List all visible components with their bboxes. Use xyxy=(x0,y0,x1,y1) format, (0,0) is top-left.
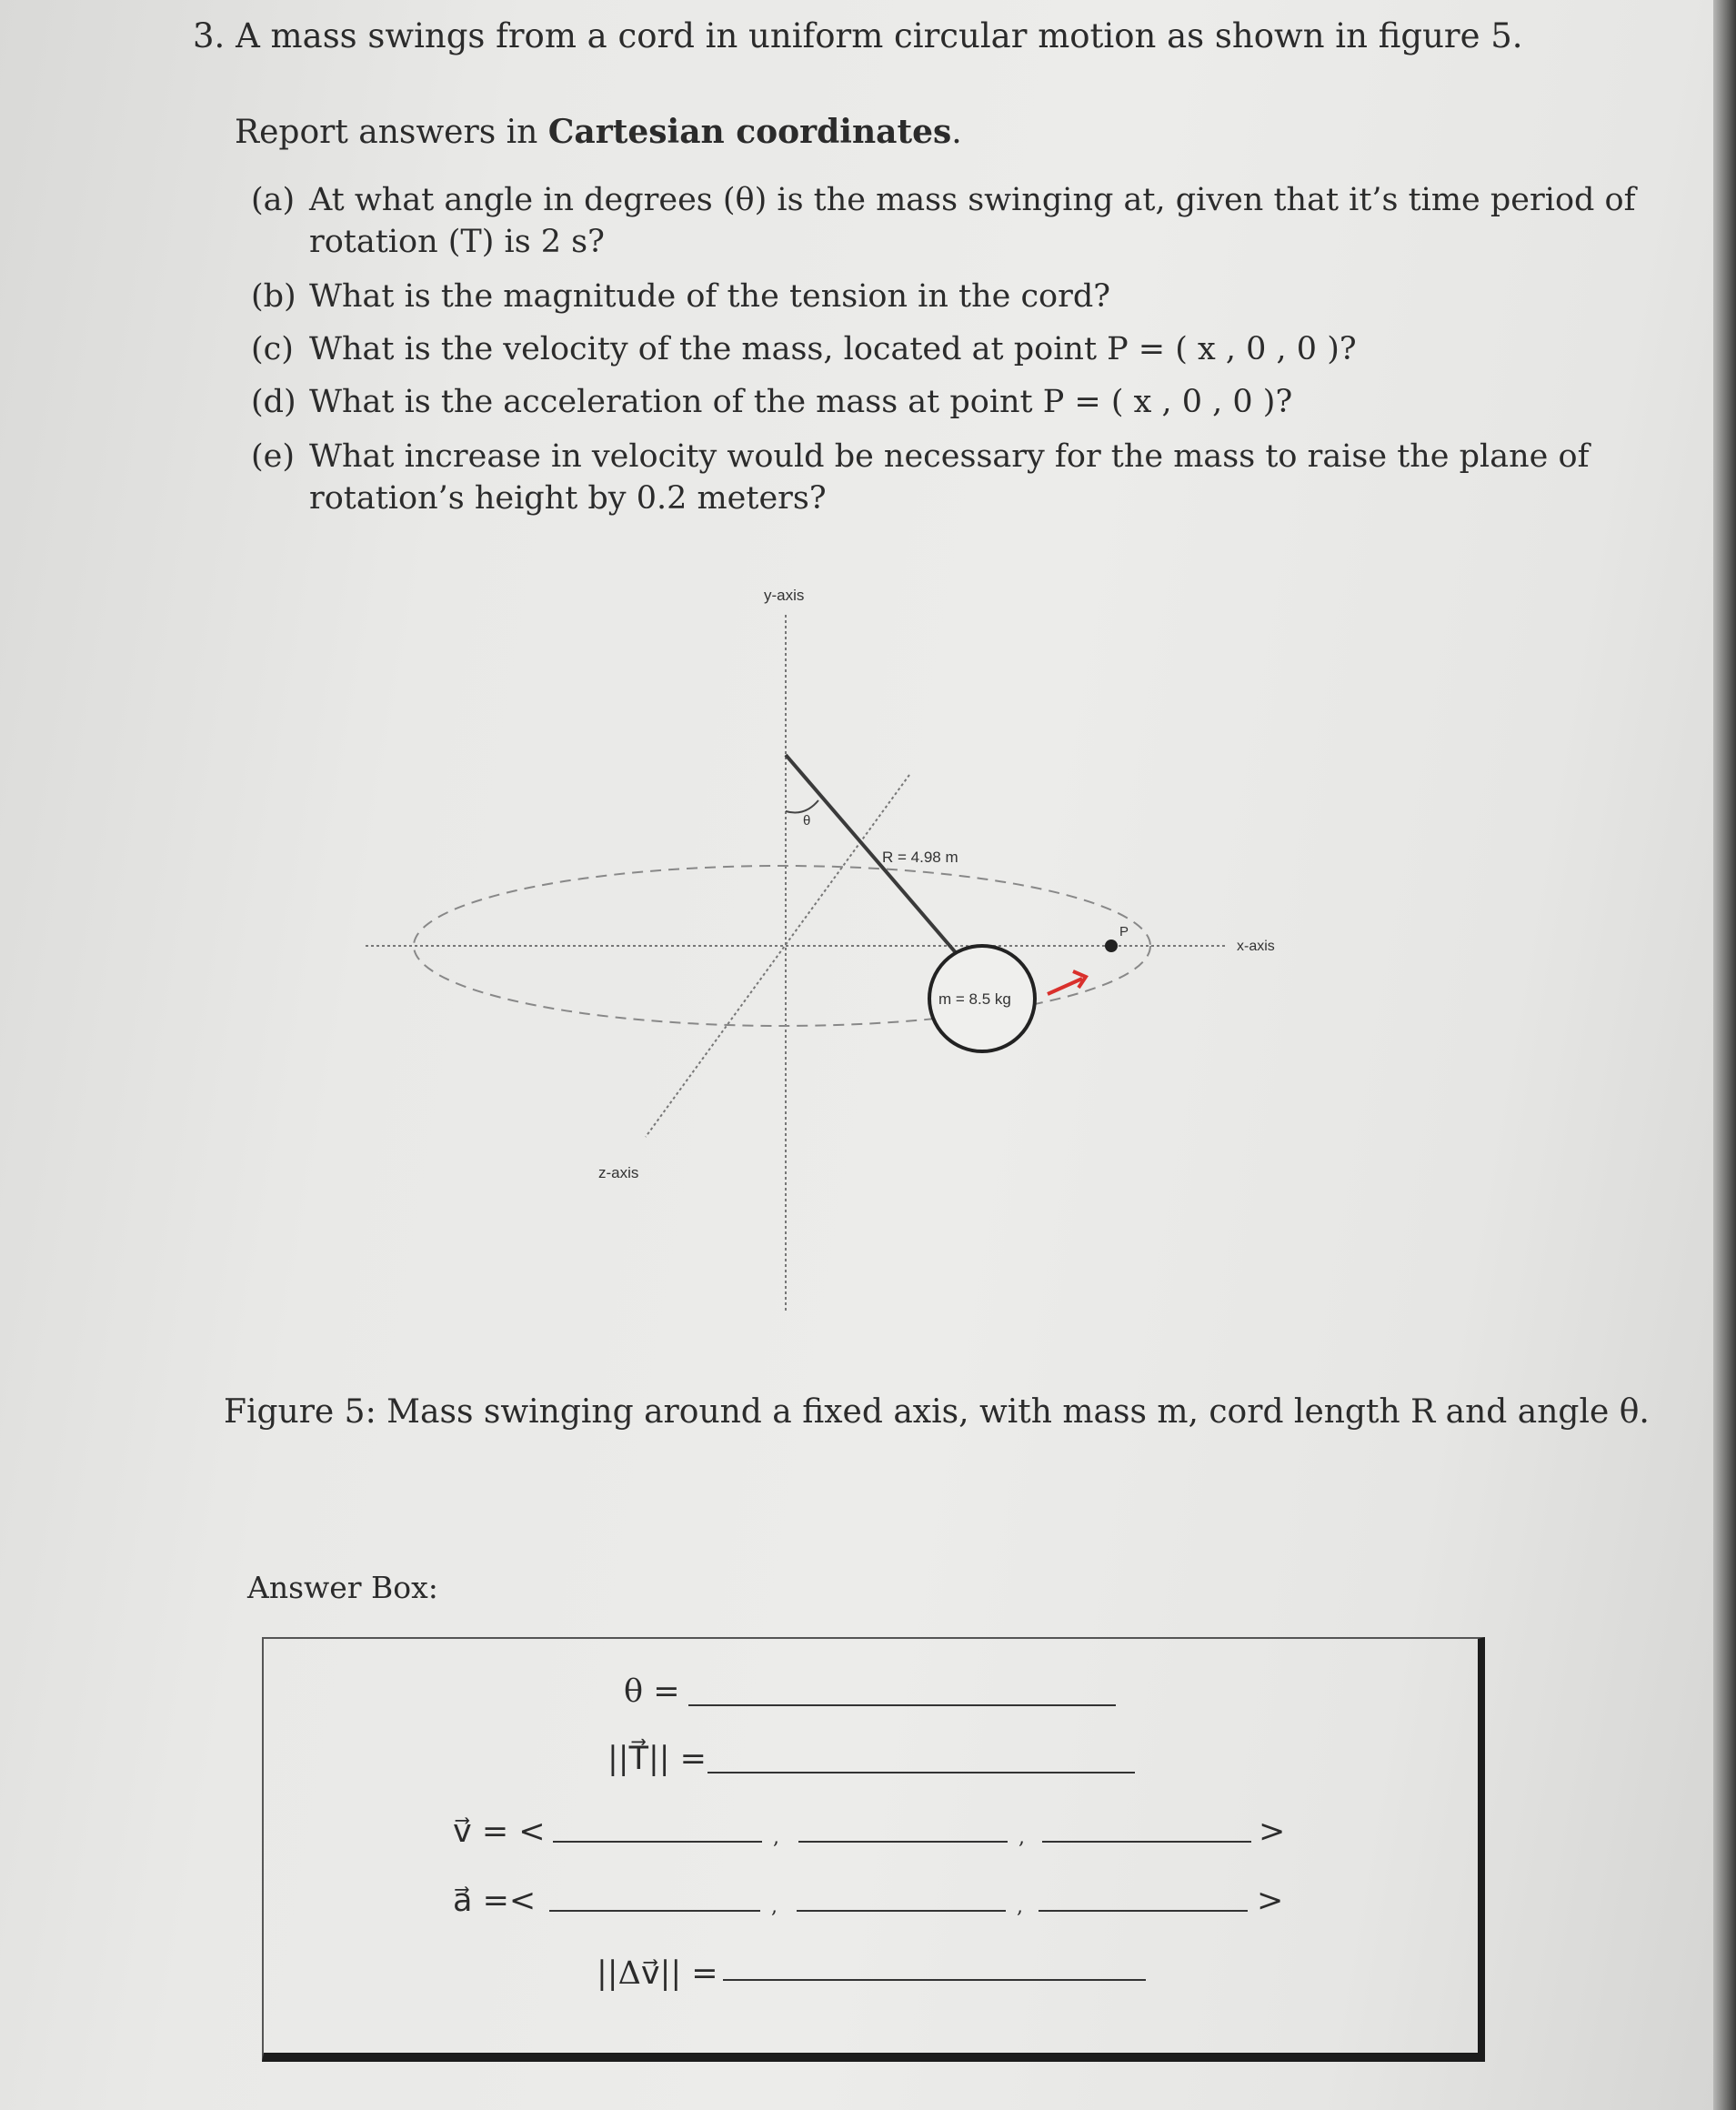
velocity-close: > xyxy=(1259,1814,1286,1850)
part-a xyxy=(251,182,1636,218)
part-b xyxy=(251,278,1110,315)
part-label: (c) xyxy=(251,331,294,367)
part-text: What increase in velocity would be necessary for the mass to raise the plane of xyxy=(309,438,1590,475)
part-label: (a) xyxy=(251,182,296,218)
part-a-line2: rotation (T) is 2 s? xyxy=(309,224,605,260)
z-axis-label: z-axis xyxy=(598,1164,639,1181)
theta-answer-label: θ = xyxy=(624,1673,680,1710)
part-text: At what angle in degrees (θ) is the mass swinging at, given that it’s time period of xyxy=(309,182,1636,218)
accel-y-blank[interactable] xyxy=(797,1910,1006,1912)
radius-label: R = 4.98 m xyxy=(882,849,958,866)
tension-answer-label: ||T⃗|| = xyxy=(607,1741,707,1777)
z-axis-line xyxy=(646,775,909,1137)
theta-answer-blank[interactable] xyxy=(688,1704,1116,1706)
part-c xyxy=(251,331,1357,367)
part-e xyxy=(251,438,1590,475)
point-p-label: P xyxy=(1119,924,1129,939)
part-d xyxy=(251,384,1292,420)
velocity-comma-1: , xyxy=(773,1826,779,1849)
report-prefix: Report answers in xyxy=(235,114,548,151)
part-label: (b) xyxy=(251,278,296,315)
part-label: (e) xyxy=(251,438,296,475)
velocity-x-blank[interactable] xyxy=(553,1841,762,1843)
theta-arc xyxy=(786,800,818,813)
accel-close: > xyxy=(1257,1883,1284,1919)
theta-label: θ xyxy=(803,813,811,829)
velocity-arrow xyxy=(1048,979,1082,994)
accel-z-blank[interactable] xyxy=(1039,1910,1248,1912)
delta-v-answer-blank[interactable] xyxy=(723,1979,1146,1981)
velocity-comma-2: , xyxy=(1019,1826,1025,1849)
velocity-z-blank[interactable] xyxy=(1042,1841,1251,1843)
part-text: What is the acceleration of the mass at point P = ( x , 0 , 0 )? xyxy=(309,384,1293,420)
x-axis-label: x-axis xyxy=(1237,939,1275,954)
report-suffix: . xyxy=(951,114,962,151)
report-instruction xyxy=(235,113,962,151)
accel-comma-2: , xyxy=(1017,1895,1023,1918)
problem-title: 3. A mass swings from a cord in uniform circular motion as shown in figure 5. xyxy=(193,16,1523,55)
answer-box-title: Answer Box: xyxy=(247,1570,438,1605)
y-axis-label: y-axis xyxy=(764,587,805,604)
figure-caption: Figure 5: Mass swinging around a fixed axis, with mass m, cord length R and angle θ. xyxy=(224,1393,1650,1431)
accel-comma-1: , xyxy=(771,1895,778,1918)
point-p-dot xyxy=(1105,939,1118,952)
velocity-answer-label: v⃗ = < xyxy=(453,1814,546,1850)
part-text: What is the velocity of the mass, located at point P = ( x , 0 , 0 )? xyxy=(309,331,1357,367)
accel-answer-label: a⃗ =< xyxy=(453,1883,537,1919)
tension-answer-blank[interactable] xyxy=(707,1772,1135,1773)
report-bold: Cartesian coordinates xyxy=(547,113,952,151)
part-label: (d) xyxy=(251,384,296,420)
figure-5-diagram xyxy=(346,573,1310,1328)
part-text: What is the magnitude of the tension in the cord? xyxy=(309,278,1111,315)
part-e-line2: rotation’s height by 0.2 meters? xyxy=(309,480,827,517)
mass-label: m = 8.5 kg xyxy=(938,990,1011,1008)
delta-v-answer-label: ||Δv⃗|| = xyxy=(597,1955,718,1992)
accel-x-blank[interactable] xyxy=(549,1910,760,1912)
page-edge-shadow xyxy=(1713,0,1736,2110)
answer-box xyxy=(262,1637,1485,2062)
velocity-y-blank[interactable] xyxy=(798,1841,1008,1843)
